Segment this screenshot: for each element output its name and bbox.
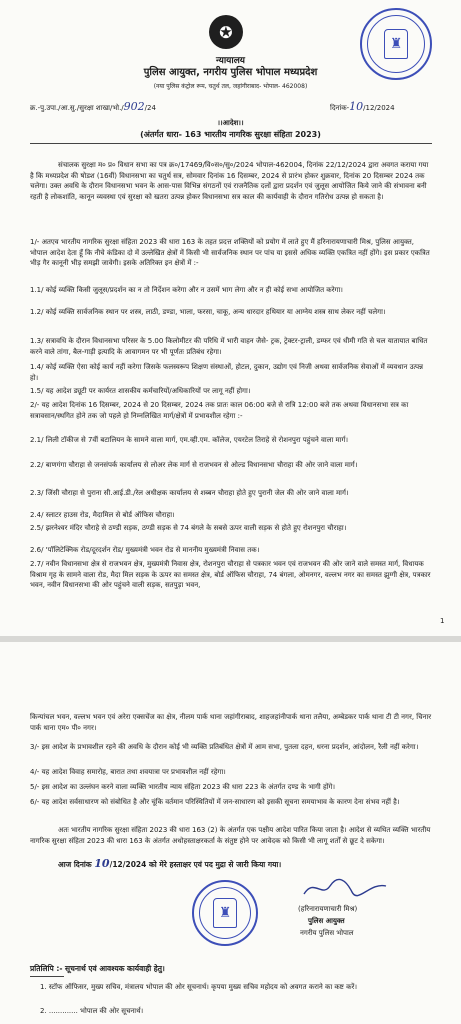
order-page-2 bbox=[0, 642, 461, 1024]
route-item: 2.2/ बाणगंगा चौराहा से जनसंपर्क कार्यालय से लोअर लेक मार्ग से राजभवन से ओल्ड विधानसभा चौराहा की ओर जाने वाला मार्ग। bbox=[30, 461, 358, 469]
intro-paragraph: संचालक सुरक्षा म० प्र० विधान सभा का पत्र क्र०/17469/वि०स०/सु०/2024 भोपाल-462004, दिनांक 22/12/2024 द्वारा अवगत कराया गया है कि मध्यप्रदेश की षोडश (16वीं) विधानसभा का चतुर्थ सत्र, सोमवार दिनांक 16 दिसम्बर, 2024 से प्रारंभ होकर शुक्रवार, दिनांक 20 दिसम्बर 2024 तक चलेगा। उक्त अवधि के दौरान विधानसभा भवन के आस-पास विभिन्न संगठनों एवं राजनैतिक दलों द्वारा प्रदर्शन एवं जुलूस आयोजित किये जाने की संभावना बनी रहती है लोकशांति, कानून व्यवस्था एवं सुरक्षा को खतरा उत्पन्न होकर विधानसभा सत्र काल की कार्यवाही के दौरान गतिरोध उत्पन्न हो सकता है। bbox=[30, 161, 429, 201]
reference-number: क्र.-पु.उपा./आ.सु./सुरक्षा शाखा/भो./902/24 bbox=[30, 100, 156, 113]
copy-item: 2. ............. भोपाल की ओर सूचनार्थ। bbox=[40, 1007, 144, 1015]
route-item: 2.1/ लिली टॉकीज से 7वीं बटालियन के सामने वाला मार्ग, एम.व्ही.एम. कॉलेज, एयरटेल तिराहे से रोशनपुरा पहुंचने वाला मार्ग। bbox=[30, 436, 349, 444]
sub-item: 1.5/ यह आदेश ड्यूटी पर कार्यरत शासकीय कर्मचारियों/अधिकारियों पर लागू नहीं होगा। bbox=[30, 387, 251, 395]
signatory-designation: पुलिस आयुक्त bbox=[308, 917, 345, 925]
sub-item: 1.2/ कोई व्यक्ति सार्वजनिक स्थान पर शस्त्र, लाठी, डण्डा, भाला, फरसा, चाकू, अन्य धारदार हथियार या आग्नेय शस्त्र साथ लेकर नहीं चलेगा। bbox=[30, 308, 386, 316]
police-logo-icon: ✪ bbox=[209, 15, 243, 49]
order-item: 3/- इस आदेश के प्रभावशील रहने की अवधि के दौरान कोई भी व्यक्ति प्रतिबंधित क्षेत्रों में आम सभा, पुतला दहन, धरना प्रदर्शन, आंदोलन, रैली नहीं करेगा। bbox=[30, 743, 419, 751]
copy-underline bbox=[30, 976, 64, 977]
signatory-name: (हरिनारायणाचारी मिश्र) bbox=[298, 905, 358, 913]
order-label: ।।आदेश।। bbox=[217, 119, 244, 127]
route-item: 2.5/ झरनेश्वर मंदिर चौराहे से ठण्डी सड़क, ठण्डी सड़क से 74 बंगले के सबसे ऊपर वाली सड़क से होते हुए रोशनपुरा चौराहा। bbox=[30, 524, 347, 532]
paragraph-2: 2/- यह आदेश दिनांक 16 दिसम्बर, 2024 से 20 दिसम्बर, 2024 तक प्रातः काल 06:00 बजे से रात्रि 12:00 बजे तक अथवा विधानसभा सत्र का सत्रावसान/स्थगित होने तक जो पहले हो निम्नलिखित मार्ग/क्षेत्रों में प्रभावशील रहेगा :- bbox=[30, 401, 409, 420]
national-emblem-icon: ♜ bbox=[213, 898, 237, 928]
national-emblem-icon: ♜ bbox=[384, 29, 408, 59]
office-address: (नया पुलिस कंट्रोल रूम, चतुर्थ तल, जहांगीराबाद- भोपाल- 462008) bbox=[153, 83, 308, 90]
route-item: 2.7/ नवीन विधानसभा क्षेत्र से राजभवन क्षेत्र, मुख्यमंत्री निवास क्षेत्र, रोशनपुरा चौराहा से पत्रकार भवन एवं राजभवन की ओर जाने वाले समस्त मार्ग, विधायक विश्राम गृह के सामने वाला रोड, मैदा मिल सड़क के ऊपर का समस्त क्षेत्र, बोर्ड ऑफिस चौराहा, 74 बंगला, ओमनगर, वल्लभ नगर का समस्त झुग्गी क्षेत्र, पत्रकार भवन, नवीन विधानसभा की ओर पहुंचने वाली सड़क, सतपुड़ा भवन, bbox=[30, 560, 431, 590]
issue-date-handwritten: 10 bbox=[94, 857, 110, 870]
sub-item: 1.3/ सत्रावधि के दौरान विधानसभा परिसर के 5.00 किलोमीटर की परिधि में भारी वाहन जैसे- ट्रक, ट्रेक्टर-ट्राली, डम्फर एवं धीमी गति से चल यातायात बाधित करने वाले तांगा, बैल-गाड़ी इत्यादि के आवागमन पर भी पूर्णतः प्रतिबंध रहेगा। bbox=[30, 337, 428, 356]
route-continuation: किन्यांचल भवन, वल्लभ भवन एवं अरेरा एक्सचेंज का क्षेत्र, नीलम पार्क थाना जहांगीराबाद, शाहजहांनीपार्क थाना तलैया, अम्बेडकर पार्क थाना टी टी नगर, चिनार पार्क थाना एम० पी० नगर। bbox=[30, 713, 432, 732]
issue-line: आज दिनांक 10/12/2024 को मेरे हस्ताक्षर एवं पद मुद्रा से जारी किया गया। bbox=[58, 857, 282, 870]
date-handwritten: 10 bbox=[349, 100, 364, 113]
sub-item: 1.4/ कोई व्यक्ति ऐसा कोई कार्य नहीं करेगा जिसके फलस्वरूप शिक्षण संस्थाओं, होटल, दुकान, उद्योग एवं निजी अथवा सार्वजनिक सेवाओं में व्यवधान उत्पन्न हो। bbox=[30, 363, 424, 382]
divider bbox=[30, 143, 432, 144]
order-date: दिनांक-10/12/2024 bbox=[330, 100, 395, 113]
signatory-office: नगरीय पुलिस भोपाल bbox=[300, 929, 354, 937]
route-item: 2.4/ स्लाटर हाउस रोड, मैदामिल से बोर्ड ऑफिस चौराहा। bbox=[30, 511, 175, 519]
route-item: 2.3/ जिंसी चौराहा से पुराना सी.आई.डी./रेल अधीक्षक कार्यालय से शब्बन चौराहा होते हुए पुरानी जेल की ओर जाने वाला मार्ग। bbox=[30, 489, 349, 497]
order-subject: (अंतर्गत धारा- 163 भारतीय नागरिक सुरक्षा संहिता 2023) bbox=[140, 130, 321, 139]
route-item: 2.6/ 'पॉलिटेक्निक रोड/दूरदर्शन रोड/ मुख्यमंत्री भवन रोड से माननीय मुख्यमंत्री निवास तक। bbox=[30, 546, 260, 554]
order-item: 6/- यह आदेश सर्वसाधारण को संबोधित है और चूंकि वर्तमान परिस्थितियों में जन-साधारण को इसकी सूचना समयाभाव के कारण देना संभव नहीं है। bbox=[30, 798, 400, 806]
ref-number-handwritten: 902 bbox=[123, 100, 145, 113]
court-seal-stamp bbox=[192, 880, 258, 946]
order-item: 4/- यह आदेश विवाह समारोह, बारात तथा शवयात्रा पर प्रभावशील नहीं रहेगा। bbox=[30, 768, 226, 776]
copy-to-label: प्रतिलिपि :- सूचनार्थ एवं आवश्यक कार्यवाही हेतु। bbox=[30, 964, 165, 973]
office-heading: न्यायालय bbox=[215, 56, 246, 66]
signature-mark bbox=[300, 874, 390, 902]
page-number: 1 bbox=[440, 617, 445, 625]
office-title: पुलिस आयुक्त, नगरीय पुलिस भोपाल मध्यप्रदेश bbox=[143, 67, 318, 78]
sub-item: 1.1/ कोई व्यक्ति किसी जुलूस/प्रदर्शन का न तो निर्देशन करेगा और न उसमें भाग लेगा और न ही कोई सभा आयोजित करेगा। bbox=[30, 286, 343, 294]
copy-item: 1. स्टॉफ ऑफिसर, मुख्य सचिव, मंत्रालय भोपाल की ओर सूचनार्थ। कृपया मुख्य सचिव महोदय को अवगत कराने का कष्ट करें। bbox=[40, 983, 357, 991]
closing-paragraph: अतः भारतीय नागरिक सुरक्षा संहिता 2023 की धारा 163 (2) के अंतर्गत एक पक्षीय आदेश पारित किया जाता है। आदेश से व्यथित व्यक्ति भारतीय नागरिक सुरक्षा संहिता 2023 की धारा 163 के अंतर्गत अधोहस्ताक्षरकर्ता के संतुष्ट होने पर आवेदक को किसी भी लागू शर्तों से छूट दे सकेगा। bbox=[30, 826, 431, 845]
order-item: 5/- इस आदेश का उल्लंघन करने वाला व्यक्ति भारतीय न्याय संहिता 2023 की धारा 223 के अंतर्गत दण्ड के भागी होंगे। bbox=[30, 783, 336, 791]
paragraph-1: 1/- अतएव भारतीय नागरिक सुरक्षा संहिता 2023 की धारा 163 के तहत प्रदत्त शक्तियों को प्रयोग में लाते हुए मैं हरिनारायणाचारी मिश्र, पुलिस आयुक्त, भोपाल आदेश देता हूँ कि नीचे कंडिका दो में उल्लेखित क्षेत्रों में किसी भी सार्वजनिक स्थान पर पांच या इससे अधिक व्यक्ति एकत्रित नहीं होंगे। इस प्रकार एकत्रित भीड़ गैर कानूनी भीड़ समझी जावेगी। इसके अतिरिक्त इन क्षेत्रों में :- bbox=[30, 238, 430, 268]
